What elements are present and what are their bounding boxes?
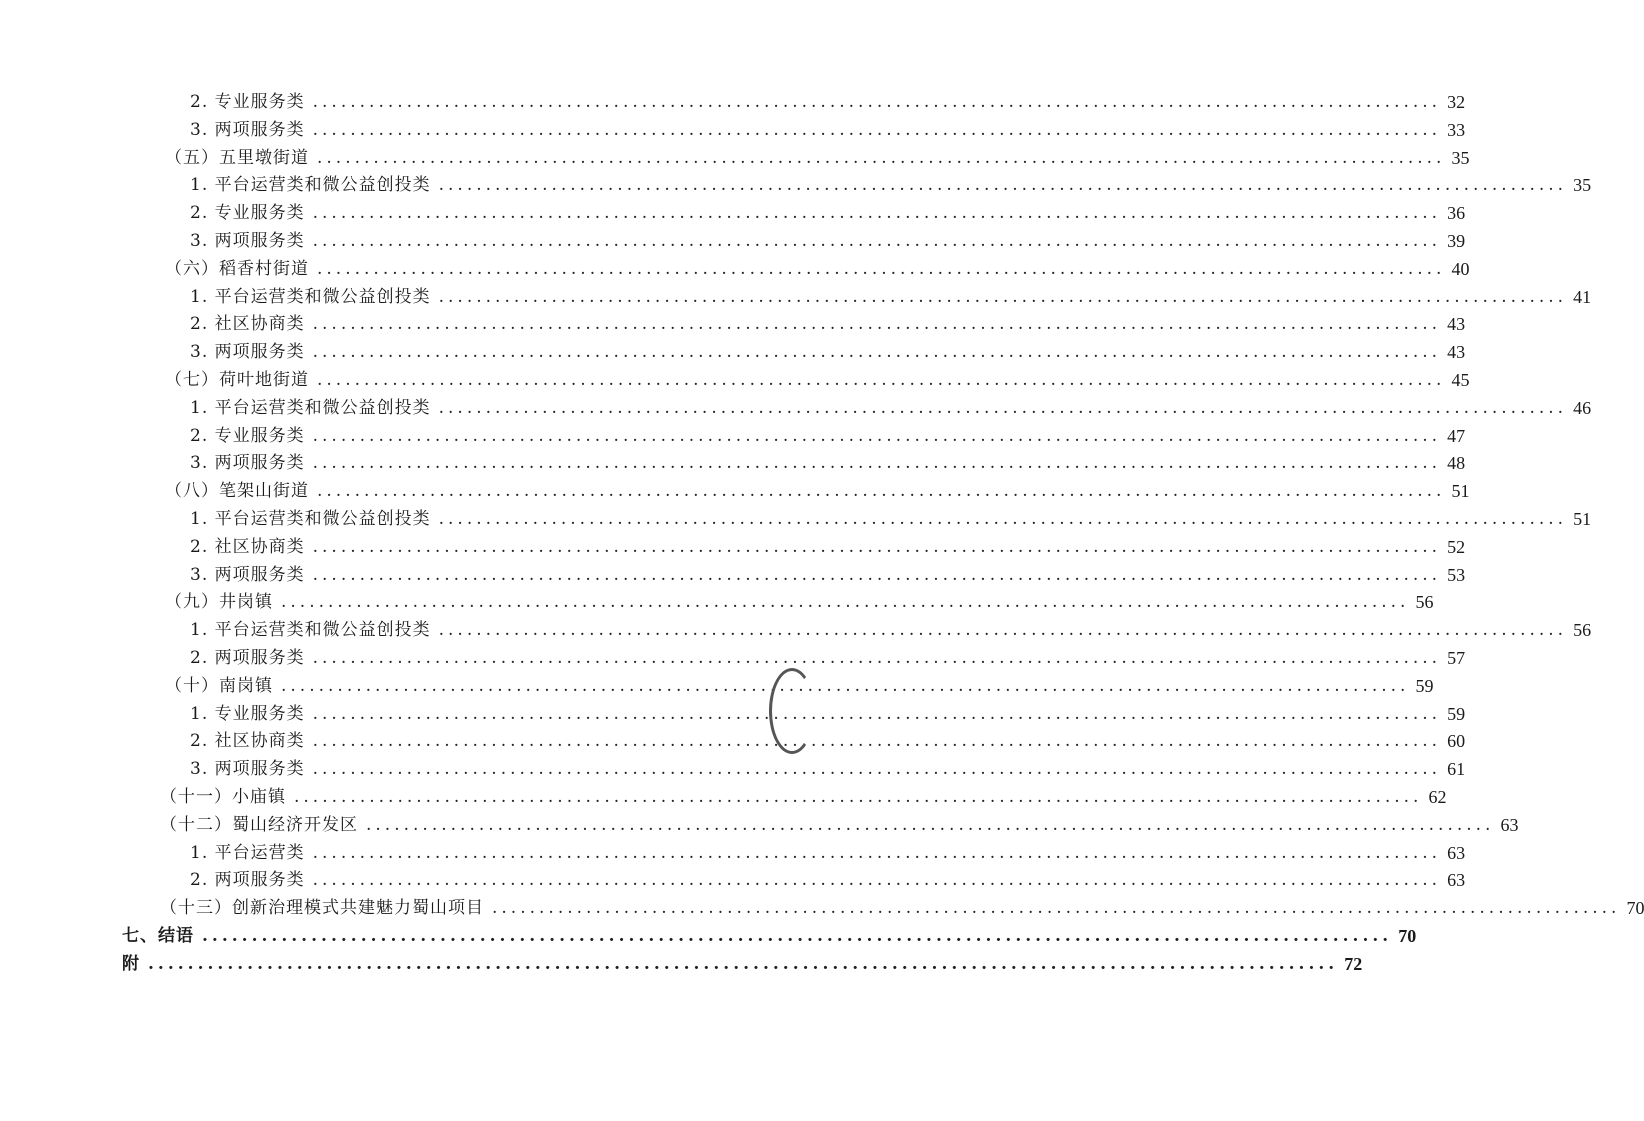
toc-entry [0, 533, 1466, 561]
toc-entry-row [190, 449, 1466, 477]
binder-hole-mark [769, 668, 815, 754]
toc-entry-title: 附 [122, 953, 140, 974]
toc-entry-row [190, 505, 1592, 533]
toc-page-number: 35 [1451, 147, 1470, 168]
dot-leader: ........................................................................................................................ [312, 703, 1442, 724]
dot-leader: ........................................................................................................................ [438, 175, 1568, 196]
toc-page-number: 59 [1447, 703, 1466, 724]
toc-entry-row [190, 283, 1592, 311]
toc-entry [0, 338, 1466, 366]
toc-entry [0, 727, 1466, 755]
dot-leader: ........................................................................................................................ [294, 787, 1423, 807]
dot-leader: ........................................................................................................................ [312, 564, 1442, 585]
toc-entry-row [165, 477, 1470, 505]
toc-entry [0, 672, 1434, 700]
toc-page-number: 35 [1573, 175, 1592, 196]
toc-entry-row [190, 755, 1466, 783]
toc-page-number: 53 [1447, 564, 1466, 585]
toc-page-number: 32 [1447, 92, 1466, 112]
dot-leader: ........................................................................................................................ [317, 481, 1446, 502]
toc-entry-title: 2. 社区协商类 [190, 314, 305, 335]
toc-entry-title: （七）荷叶地街道 [165, 370, 309, 390]
toc-entry-row [122, 950, 1363, 978]
toc-entry-title: 3. 两项服务类 [190, 759, 305, 780]
dot-leader: ........................................................................................................................ [317, 370, 1446, 390]
toc-entry [0, 310, 1466, 338]
toc-entry [0, 922, 1417, 950]
toc-page-number: 63 [1447, 870, 1466, 891]
toc-entry-row [190, 839, 1466, 867]
toc-entry-row [160, 894, 1644, 922]
toc-entry [0, 950, 1363, 978]
toc-entry-title: （十二）蜀山经济开发区 [160, 814, 358, 835]
toc-entry-title: 1. 平台运营类和微公益创投类 [190, 286, 431, 307]
toc-entry-title: （十一）小庙镇 [160, 787, 286, 807]
dot-leader: ........................................................................................................................ [281, 592, 1410, 613]
toc-entry-title: 3. 两项服务类 [190, 119, 305, 140]
toc-entry [0, 561, 1466, 589]
toc-entry-row [165, 672, 1434, 700]
toc-entry [0, 394, 1592, 422]
toc-entry [0, 144, 1470, 172]
toc-page-number: 51 [1451, 481, 1470, 502]
toc-entry [0, 839, 1466, 867]
toc-page-number: 57 [1447, 648, 1466, 668]
toc-page-number: 43 [1447, 314, 1466, 335]
toc-page-number: 41 [1573, 286, 1592, 307]
toc-entry [0, 171, 1592, 199]
toc-page-number: 63 [1500, 814, 1519, 835]
table-of-contents [0, 88, 1644, 988]
toc-page-number: 72 [1344, 953, 1363, 974]
toc-page-number: 43 [1447, 342, 1466, 363]
toc-entry [0, 783, 1447, 811]
dot-leader: ........................................................................................................................ [317, 258, 1446, 279]
toc-entry-title: 2. 社区协商类 [190, 731, 305, 752]
toc-entry-row [190, 644, 1466, 672]
toc-entry-row [190, 116, 1466, 144]
toc-entry-row [160, 811, 1519, 839]
toc-page-number: 60 [1447, 731, 1466, 752]
toc-entry-title: 1. 平台运营类和微公益创投类 [190, 620, 431, 641]
toc-entry-row [190, 533, 1466, 561]
dot-leader: ........................................................................................................................ [492, 898, 1621, 919]
dot-leader: ........................................................................................................................ [312, 92, 1442, 112]
toc-entry-row [190, 616, 1592, 644]
dot-leader: ........................................................................................................................ [312, 342, 1442, 363]
toc-entry-row [190, 422, 1466, 450]
dot-leader: ........................................................................................................................ [312, 731, 1442, 752]
toc-entry [0, 700, 1466, 728]
toc-entry-row [165, 366, 1470, 394]
toc-entry [0, 366, 1470, 394]
toc-page-number: 56 [1415, 592, 1434, 613]
dot-leader: ........................................................................................................................ [148, 953, 1339, 974]
toc-entry [0, 866, 1466, 894]
toc-entry-row [190, 199, 1466, 227]
dot-leader: ........................................................................................................................ [312, 425, 1442, 446]
toc-entry-title: 2. 专业服务类 [190, 425, 305, 446]
toc-entry [0, 227, 1466, 255]
toc-entry [0, 644, 1466, 672]
toc-entry-row [160, 783, 1447, 811]
toc-entry-title: 3. 两项服务类 [190, 231, 305, 251]
toc-entry [0, 422, 1466, 450]
toc-entry-row [190, 338, 1466, 366]
toc-entry-title: （六）稻香村街道 [165, 258, 309, 279]
toc-entry-title: 2. 专业服务类 [190, 203, 305, 224]
toc-entry-title: 七、结语 [122, 926, 194, 946]
toc-entry-row [165, 255, 1470, 283]
toc-page-number: 51 [1573, 509, 1592, 529]
dot-leader: ........................................................................................................................ [366, 814, 1495, 835]
toc-page-number: 36 [1447, 203, 1466, 224]
toc-entry-title: 1. 平台运营类和微公益创投类 [190, 397, 431, 418]
toc-page-number: 70 [1626, 898, 1644, 919]
toc-entry-row [190, 866, 1466, 894]
dot-leader: ........................................................................................................................ [202, 926, 1393, 946]
toc-entry-title: （九）井岗镇 [165, 592, 273, 613]
dot-leader: ........................................................................................................................ [281, 675, 1410, 696]
toc-entry [0, 505, 1592, 533]
toc-entry-row [190, 310, 1466, 338]
toc-entry [0, 283, 1592, 311]
toc-page-number: 40 [1451, 258, 1470, 279]
toc-page-number: 62 [1428, 787, 1447, 807]
dot-leader: ........................................................................................................................ [438, 509, 1568, 529]
toc-page-number: 48 [1447, 453, 1466, 474]
toc-entry [0, 755, 1466, 783]
toc-entry [0, 88, 1466, 116]
toc-entry-row [190, 727, 1466, 755]
toc-page-number: 70 [1398, 926, 1417, 946]
toc-page-number: 39 [1447, 231, 1466, 251]
toc-page-number: 45 [1451, 370, 1470, 390]
dot-leader: ........................................................................................................................ [312, 203, 1442, 224]
toc-page-number: 47 [1447, 425, 1466, 446]
dot-leader: ........................................................................................................................ [312, 231, 1442, 251]
toc-entry-title: 2. 社区协商类 [190, 536, 305, 557]
toc-entry [0, 116, 1466, 144]
toc-entry [0, 588, 1434, 616]
toc-entry-title: 1. 平台运营类 [190, 842, 305, 863]
toc-page-number: 61 [1447, 759, 1466, 780]
toc-entry [0, 616, 1592, 644]
dot-leader: ........................................................................................................................ [438, 286, 1568, 307]
toc-entry-row [190, 394, 1592, 422]
toc-entry [0, 255, 1470, 283]
toc-entry-row [165, 144, 1470, 172]
dot-leader: ........................................................................................................................ [312, 314, 1442, 335]
toc-entry-title: 2. 两项服务类 [190, 870, 305, 891]
dot-leader: ........................................................................................................................ [312, 536, 1442, 557]
toc-entry-row [190, 700, 1466, 728]
toc-entry-row [190, 227, 1466, 255]
toc-entry-title: 2. 两项服务类 [190, 648, 305, 668]
toc-entry [0, 199, 1466, 227]
dot-leader: ........................................................................................................................ [317, 147, 1446, 168]
toc-entry-title: 3. 两项服务类 [190, 453, 305, 474]
toc-entry-row [165, 588, 1434, 616]
dot-leader: ........................................................................................................................ [312, 119, 1442, 140]
dot-leader: ........................................................................................................................ [312, 759, 1442, 780]
dot-leader: ........................................................................................................................ [312, 842, 1442, 863]
toc-page-number: 59 [1415, 675, 1434, 696]
toc-page-number: 63 [1447, 842, 1466, 863]
dot-leader: ........................................................................................................................ [312, 870, 1442, 891]
toc-entry-row [190, 88, 1466, 116]
toc-entry-title: 1. 平台运营类和微公益创投类 [190, 175, 431, 196]
toc-entry-row [122, 922, 1417, 950]
dot-leader: ........................................................................................................................ [438, 397, 1568, 418]
dot-leader: ........................................................................................................................ [312, 648, 1442, 668]
toc-entry-title: 2. 专业服务类 [190, 92, 305, 112]
toc-entry-title: （八）笔架山街道 [165, 481, 309, 502]
toc-entry-title: （十）南岗镇 [165, 675, 273, 696]
toc-entry-title: 3. 两项服务类 [190, 564, 305, 585]
toc-entry-row [190, 171, 1592, 199]
toc-entry [0, 449, 1466, 477]
toc-page-number: 46 [1573, 397, 1592, 418]
dot-leader: ........................................................................................................................ [438, 620, 1568, 641]
toc-page-number: 52 [1447, 536, 1466, 557]
dot-leader: ........................................................................................................................ [312, 453, 1442, 474]
toc-page-number: 56 [1573, 620, 1592, 641]
toc-entry [0, 477, 1470, 505]
toc-entry-title: （十三）创新治理模式共建魅力蜀山项目 [160, 898, 484, 919]
toc-page-number: 33 [1447, 119, 1466, 140]
toc-entry-title: （五）五里墩街道 [165, 147, 309, 168]
toc-entry-title: 1. 平台运营类和微公益创投类 [190, 509, 431, 529]
toc-entry-title: 3. 两项服务类 [190, 342, 305, 363]
toc-entry-title: 1. 专业服务类 [190, 703, 305, 724]
toc-entry [0, 894, 1644, 922]
toc-entry [0, 811, 1519, 839]
toc-entry-row [190, 561, 1466, 589]
